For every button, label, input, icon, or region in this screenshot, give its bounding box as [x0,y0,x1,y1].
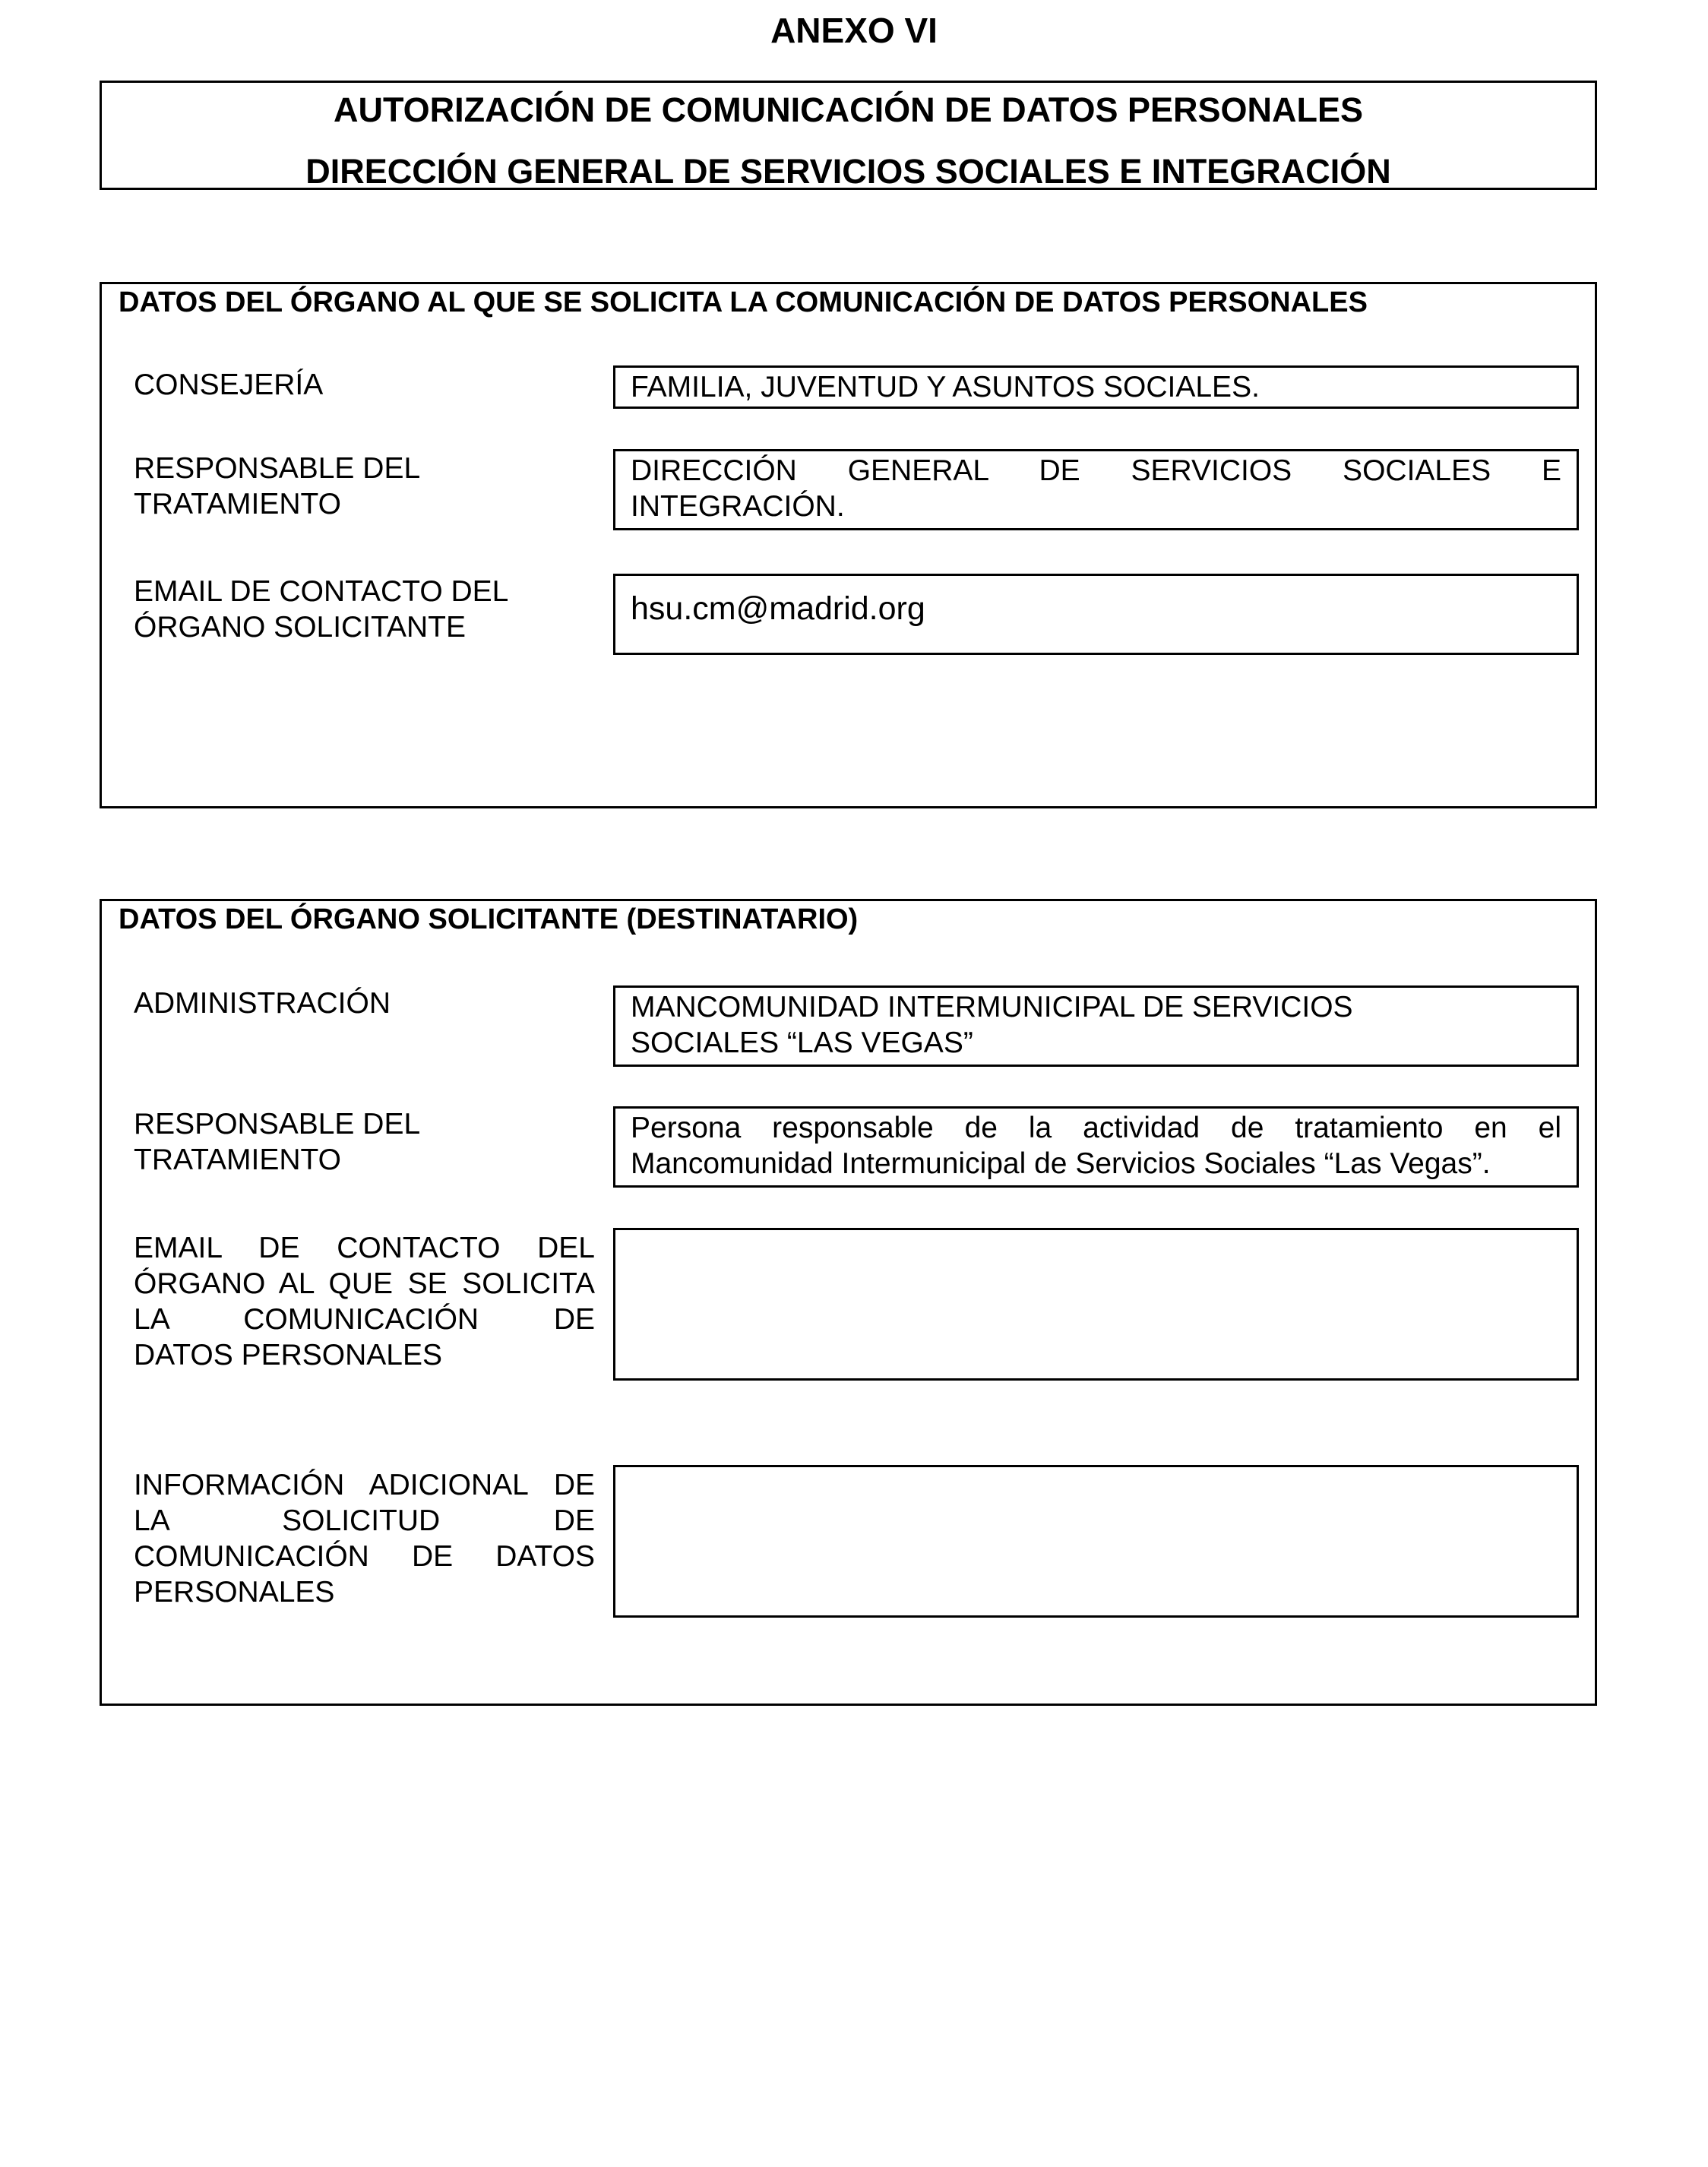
administracion-label: ADMINISTRACIÓN [134,987,391,1020]
section1-heading: DATOS DEL ÓRGANO AL QUE SE SOLICITA LA COMUNICACIÓN DE DATOS PERSONALES [119,286,1368,318]
informacion-adicional-label: INFORMACIÓN ADICIONAL DE LA SOLICITUD DE COMUNICACIÓN DE DATOS PERSONALES [134,1469,595,1609]
administracion-field[interactable]: MANCOMUNIDAD INTERMUNICIPAL DE SERVICIOS SOCIALES “LAS VEGAS” [613,985,1579,1067]
email-contacto-label: EMAIL DE CONTACTO DEL ÓRGANO SOLICITANTE [134,575,509,644]
section-organo-solicitado [100,282,1597,808]
informacion-adicional-field[interactable] [613,1465,1579,1618]
responsable2-label: RESPONSABLE DEL TRATAMIENTO [134,1108,421,1176]
email-contacto2-field[interactable] [613,1228,1579,1381]
document-title-line-1: AUTORIZACIÓN DE COMUNICACIÓN DE DATOS PERSONALES [333,90,1364,129]
responsable-label: RESPONSABLE DEL TRATAMIENTO [134,452,421,520]
responsable-field[interactable]: DIRECCIÓN GENERAL DE SERVICIOS SOCIALES E INTEGRACIÓN. [613,449,1579,530]
section2-heading: DATOS DEL ÓRGANO SOLICITANTE (DESTINATARIO) [119,903,859,935]
document-title-box [100,81,1597,190]
email-contacto-field[interactable]: hsu.cm@madrid.org [613,574,1579,655]
email-contacto2-label: EMAIL DE CONTACTO DEL ÓRGANO AL QUE SE SOLICITA LA COMUNICACIÓN DE DATOS PERSONALES [134,1232,595,1371]
consejeria-label: CONSEJERÍA [134,369,324,401]
responsable2-field[interactable]: Persona responsable de la actividad de tratamiento en el Mancomunidad Intermunicipal de Servicios Sociales “Las Vegas”. [613,1106,1579,1188]
document-title-line-2: DIRECCIÓN GENERAL DE SERVICIOS SOCIALES E INTEGRACIÓN [305,152,1391,191]
consejeria-field[interactable]: FAMILIA, JUVENTUD Y ASUNTOS SOCIALES. [613,365,1579,409]
annex-title: ANEXO VI [770,11,938,50]
section-organo-destinatario [100,899,1597,1706]
